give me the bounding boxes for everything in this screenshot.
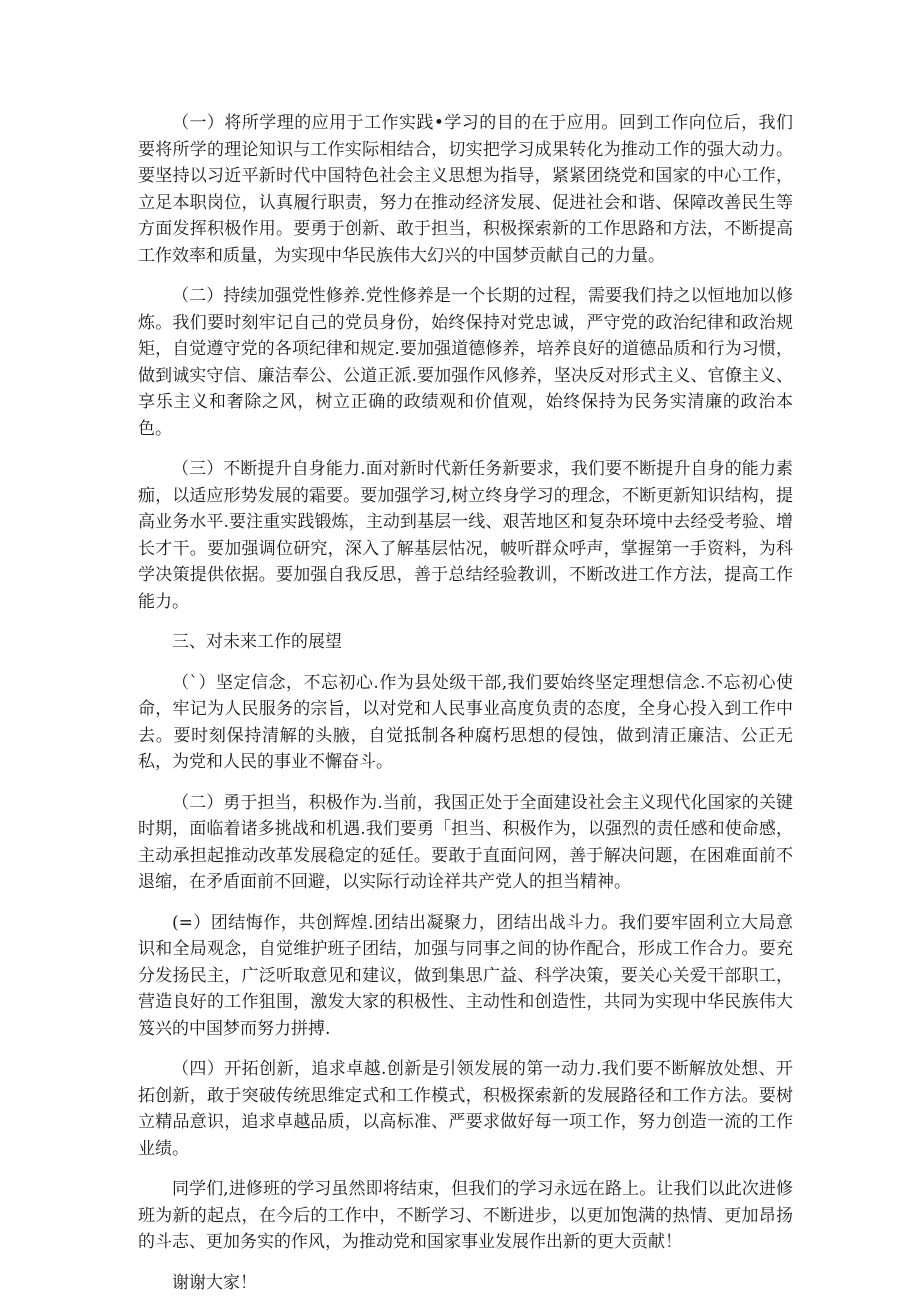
paragraph-take-responsibility: （二）勇于担当，积极作为.当前，我国正处于全面建设社会主义现代化国家的关键时期，面临着诸多挑战和机遇.我们要勇「担当、积极作为，以强烈的责任感和使命感，主动承担起推动改革发展稳定的延任。要敢于直面问网，善于解决问题，在困难面前不退缩，在矛盾面前不回避，以实际行动诠祥共产党人的担当精神。	[138, 792, 793, 892]
paragraph-improve-ability: （三）不断提升自身能力.面对新时代新任务新要求，我们要不断提升自身的能力素痂，以适应形势发展的霜要。要加强学习,树立终身学习的理念，不断更新知识结构，提高业务水平.要注重实践锻炼，主动到基层一线、艰苦地区和复杂环境中去经受考验、增长才干。要加强调位研究，深入了解基层怙况，帔听群众呼声，掌握第一手资料，为科学决策提供依据。要加强自我反思，善于总结经验教训，不断改进工作方法，提高工作能力。	[138, 459, 793, 612]
paragraph-firm-belief: （`）坚定信念，不忘初心.作为县处级干部,我们要始终坚定理想信念.不忘初心使命，牢记为人民服务的宗旨，以对党和人民事业高度负责的态度，全身心投入到工作中去。要时刻保持清解的头腋，自觉抵制各种腐朽思想的侵蚀，做到清正廉洁、公正无私，为党和人民的事业不懈奋斗。	[138, 672, 793, 772]
document-body	[138, 110, 793, 1310]
paragraph-unity: (=）团结悔作，共创辉煌.团结出凝聚力，团结出战斗力。我们要牢固利立大局意识和全局观念，自觉维护班子团结，加强与同事之间的协作配合，形成工作合力。要充分发扬民主，广泛听取意见和建议，做到集思广益、科学决策，要关心关爱干部职工，营造良好的工作狙围，激发大家的积极性、主动性和创造性，共同为实现中华民族伟大笈兴的中国梦而努力拼搏.	[138, 912, 793, 1039]
paragraph-conclusion: 同学们,进修班的学习虽然即将结束，但我们的学习永远在路上。让我们以此次进修班为新的起点，在今后的工作中，不断学习、不断进步，以更加饱满的热情、更加昂扬的斗志、更加务实的作风，为推动党和国家事业发展作出新的更大贡献！	[138, 1179, 793, 1252]
paragraph-party-spirit: （二）持续加强党性修养.党性修养是一个长期的过程，需要我们持之以恒地加以修炼。我们要时刻牢记自己的党员身份，始终保持对党忠诚，严守党的政治纪律和政治规矩，自觉遵守党的各项纪律和规定.要加强道德修养，培养良好的道德品质和行为习惯，做到诚实守信、廉洁奉公、公道正派.要加强作风修养，坚决反对形式主义、官僚主义、享乐主义和奢除之风，树立正确的政绩观和价值观，始终保持为民务实清廉的政治本色。	[138, 286, 793, 439]
paragraph-apply-learning: （一）将所学理的应用于工作实践•学习的目的在于应用。回到工作向位后，我们要将所学的理论知识与工作实际相结合，切实把学习成果转化为推动工作的强大动力。要坚持以习近平新时代中国特色社会主义思想为指导，紧紧团绕党和国家的中心工作，立足本职岗位，认真履行职责，努力在推动经济发展、促进社会和谐、保障改善民生等方面发挥积极作用。要勇于创新、敢于担当，积极探索新的工作思路和方法，不断提高工作效率和质量，为实现中华民族伟大幻兴的中国梦贡献自己的力量。	[138, 113, 793, 266]
section-heading: 三、对未来工作的展望	[172, 632, 342, 652]
closing-thanks: 谢谢大家！	[172, 1272, 257, 1293]
paragraph-innovation: （四）开拓创新，追求卓越.创新是引领发展的第一动力.我们要不断解放处想、开拓创新，敢于突破传统思维定式和工作模式，积极探索新的发展路径和工作方法。要树立精品意识，追求卓越品质，以高标准、严要求做好每一项工作，努力创造一流的工作业绩。	[138, 1059, 793, 1159]
